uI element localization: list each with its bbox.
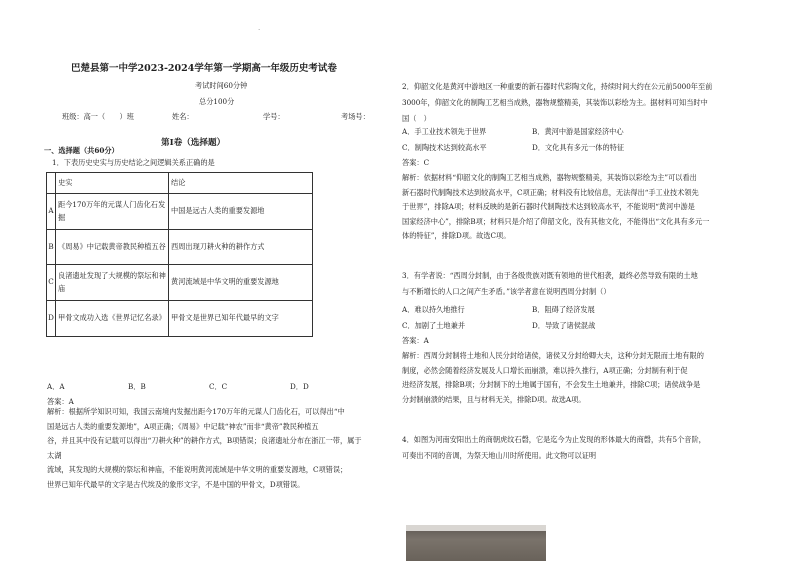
header-dot: · <box>258 25 261 34</box>
table-row <box>47 301 313 337</box>
q4-stem-line: 可奏出不同的音调，为祭天地山川时所使用。此文物可以证明 <box>402 451 597 460</box>
table-cell-fact: 良渚遗址发现了大规模的祭坛和神庙 <box>56 265 169 301</box>
q3-answer: 答案：A <box>402 336 429 345</box>
q1-option-c: C．C <box>209 382 228 391</box>
q3-option-d: D．导致了诸侯混战 <box>532 321 596 330</box>
student-id-label: 学号： <box>263 112 285 121</box>
analysis-line: 于世界”，排除A项；材料反映的是新石器时代制陶技术达到较高水平，不能说明“黄河中游是 <box>402 202 695 212</box>
q4-stem-line: 4．如图为河南安阳出土的商朝虎纹石磬，它是迄今为止发现的形体最大的商磬，共有5个音阶， <box>402 435 706 444</box>
q2-analysis <box>402 171 752 244</box>
class-label: 班级：高一（ ）班 <box>62 112 134 121</box>
analysis-line: 解析：依据材料“仰韶文化的制陶工艺相当成熟，器物规整精美，其装饰以彩绘为主”可以看出 <box>402 173 697 182</box>
analysis-line: 解析：根据所学知识可知，我国云南境内发掘出距今170万年的元谋人门齿化石，可以得出“中 <box>47 407 345 416</box>
table-row <box>47 265 313 301</box>
q2-stem-line: 2．仰韶文化是黄河中游地区一种重要的新石器时代彩陶文化，持续时间大约在公元前5000年至前 <box>402 82 713 91</box>
table-cell-option: C <box>47 265 56 301</box>
table-row <box>47 230 313 265</box>
table-header-conclusion: 结论 <box>169 173 313 194</box>
analysis-line: 新石器时代制陶技术达到较高水平，C项正确；材料没有比较信息，无法得出“手工业技术领先 <box>402 187 699 197</box>
table-cell-conclusion: 中国是远古人类的重要发源地 <box>169 194 313 230</box>
analysis-line: 分封制崩溃的结果，且与材料无关，排除D项。故选A项。 <box>402 394 586 404</box>
q3-option-b: B．阻碍了经济发展 <box>532 305 595 314</box>
q2-option-a: A．手工业技术领先于世界 <box>402 127 487 136</box>
q1-table <box>46 172 313 337</box>
image-border <box>406 525 546 531</box>
q2-stem-line: 3000年，仰韶文化的制陶工艺相当成熟，器物规整精美，其装饰以彩绘为主。据材料可知当时中 <box>402 98 708 107</box>
analysis-line: 制度，必然会随着经济发展及人口增长而崩溃，难以持久推行，A项正确；分封制有利于促 <box>402 365 688 375</box>
q2-stem <box>402 79 752 127</box>
table-header-fact: 史实 <box>56 173 169 194</box>
q1-option-b: B．B <box>128 382 146 391</box>
exam-time: 考试时间60分钟 <box>195 81 248 90</box>
q2-stem-line: 国（ ） <box>402 114 431 123</box>
q3-stem <box>402 268 752 300</box>
exam-total-score: 总分100分 <box>199 97 235 106</box>
table-row <box>47 194 313 230</box>
q2-option-d: D．文化具有多元一体的特征 <box>532 143 625 152</box>
q3-analysis <box>402 349 752 407</box>
q2-answer: 答案：C <box>402 158 430 167</box>
q1-stem: 1．下表历史史实与历史结论之间逻辑关系正确的是 <box>52 158 215 167</box>
q3-option-a: A．难以持久地推行 <box>402 305 465 314</box>
exam-title: 巴楚县第一中学2023-2024学年第一学期高一年级历史考试卷 <box>71 63 337 74</box>
table-cell-option: B <box>47 230 56 265</box>
table-cell-fact: 《周易》中记载黄帝教民种植五谷 <box>56 230 169 265</box>
q4-stem <box>402 432 752 464</box>
table-cell-option: D <box>47 301 56 337</box>
table-cell-fact: 甲骨文成功入选《世界记忆名录》 <box>56 301 169 337</box>
q1-analysis <box>47 405 367 493</box>
analysis-line: 谷，并且其中没有记载可以得出“刀耕火种”的耕作方式，B项错误；良渚遗址分布在浙江一带，属于太湖 <box>47 436 362 460</box>
analysis-line: 解析：西周分封制将土地和人民分封给诸侯，诸侯又分封给卿大夫，这种分封无限而土地有限的 <box>402 351 704 360</box>
analysis-line: 世界已知年代最早的文字是古代埃及的象形文字，不是中国的甲骨文，D项错误。 <box>47 479 305 489</box>
q1-option-d: D．D <box>290 382 309 391</box>
section-type: 一、选择题（共60分） <box>44 146 119 155</box>
q3-stem-line: 3．有学者说：“西周分封制，由于各级贵族对既有领地的世代相袭，最终必然导致有限的土地 <box>402 271 698 280</box>
table-cell-conclusion: 西周出现刀耕火种的耕作方式 <box>169 230 313 265</box>
analysis-line: 体的特征”，排除D项。故选C项。 <box>402 231 511 241</box>
q3-option-c: C．加剧了土地兼并 <box>402 321 466 330</box>
q2-option-b: B．黄河中游是国家经济中心 <box>532 127 624 136</box>
exam-room-label: 考场号： <box>341 112 370 121</box>
analysis-line: 国是远古人类的重要发源地”，A项正确；《周易》中记载“神农”而非“黄帝”教民种植五 <box>47 421 319 431</box>
q2-option-c: C．制陶技术达到较高水平 <box>402 143 487 152</box>
q1-answer: 答案：A <box>47 397 74 406</box>
q3-stem-line: 与不断增长的人口之间产生矛盾。”该学者意在说明西周分封制（） <box>402 287 611 296</box>
table-cell-option: A <box>47 194 56 230</box>
name-label: 姓名： <box>172 112 194 121</box>
analysis-line: 进经济发展，排除B项；分封制下的土地属于国有，不会发生土地兼并，排除C项；诸侯战争是 <box>402 380 701 390</box>
table-cell <box>47 173 56 194</box>
q1-option-a: A．A <box>47 382 65 391</box>
analysis-line: 流域，其发现的大规模的祭坛和神庙，不能说明黄河流域是中华文明的重要发源地，C项错误； <box>47 465 348 475</box>
table-cell-fact: 距今170万年的元谋人门齿化石发掘 <box>56 194 169 230</box>
table-cell-conclusion: 甲骨文是世界已知年代最早的文字 <box>169 301 313 337</box>
table-header-row <box>47 173 313 194</box>
section-heading: 第Ⅰ卷（选择题） <box>161 138 226 148</box>
stone-chime-image <box>406 525 546 561</box>
table-cell-conclusion: 黄河流域是中华文明的重要发源地 <box>169 265 313 301</box>
analysis-line: 国家经济中心”，排除B项；材料只是介绍了仰韶文化，没有其他文化，不能得出“文化具有多元一 <box>402 216 710 226</box>
